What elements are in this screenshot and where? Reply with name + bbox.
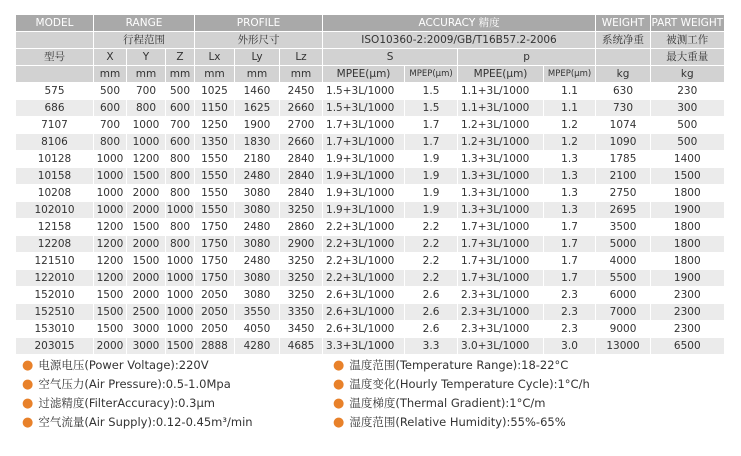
profile-lx-cell: 1150 — [195, 100, 235, 117]
profile-lx-cell: 2050 — [195, 304, 235, 321]
s-mpep-cell: 2.2 — [405, 219, 458, 236]
bullet-icon: ● — [22, 396, 34, 411]
model-cell: 10128 — [16, 151, 94, 168]
model-cell: 8106 — [16, 134, 94, 151]
p-mpep-cell: 1.2 — [544, 134, 596, 151]
model-cell: 12208 — [16, 236, 94, 253]
bullet-icon: ● — [333, 377, 345, 392]
s-mpep-cell: 2.2 — [405, 236, 458, 253]
s-mpee-cell: 1.5+3L/1000 — [323, 100, 405, 117]
s-mpep-cell: 1.9 — [405, 151, 458, 168]
table-row — [16, 236, 724, 253]
range-y-cell: 1500 — [127, 253, 166, 270]
range-x-cell: 1200 — [94, 253, 127, 270]
profile-ly-cell: 4050 — [235, 321, 280, 338]
p-mpep-cell: 2.3 — [544, 321, 596, 338]
p-mpep-cell: 1.3 — [544, 151, 596, 168]
profile-lx-cell: 2888 — [195, 338, 235, 355]
range-z-cell: 800 — [166, 151, 195, 168]
header-ly: Ly — [235, 49, 280, 66]
weight-cell: 13000 — [596, 338, 651, 355]
range-z-cell: 800 — [166, 219, 195, 236]
note-text: 空气流量(Air Supply):0.12-0.45m³/min — [38, 415, 253, 429]
part-weight-cell: 1800 — [651, 185, 724, 202]
part-weight-cell: 1800 — [651, 219, 724, 236]
profile-lx-cell: 1250 — [195, 117, 235, 134]
model-cell: 121510 — [16, 253, 94, 270]
s-mpep-cell: 2.2 — [405, 270, 458, 287]
range-x-cell: 1000 — [94, 185, 127, 202]
weight-cell: 5000 — [596, 236, 651, 253]
p-mpep-cell: 1.7 — [544, 236, 596, 253]
profile-lz-cell: 3250 — [280, 270, 323, 287]
spec-note — [22, 375, 253, 394]
range-x-cell: 500 — [94, 83, 127, 100]
range-x-cell: 1200 — [94, 236, 127, 253]
p-mpee-cell: 1.1+3L/1000 — [458, 83, 544, 100]
range-x-cell: 1200 — [94, 270, 127, 287]
range-x-cell: 600 — [94, 100, 127, 117]
bullet-icon: ● — [22, 358, 34, 373]
profile-lx-cell: 1550 — [195, 185, 235, 202]
model-cell: 153010 — [16, 321, 94, 338]
notes-right — [333, 356, 590, 432]
profile-ly-cell: 3080 — [235, 236, 280, 253]
table-row — [16, 270, 724, 287]
part-weight-cell: 1500 — [651, 168, 724, 185]
p-mpep-cell: 1.7 — [544, 270, 596, 287]
bullet-icon: ● — [333, 396, 345, 411]
p-mpep-cell: 1.3 — [544, 202, 596, 219]
bullet-icon: ● — [22, 377, 34, 392]
range-x-cell: 800 — [94, 134, 127, 151]
profile-lx-cell: 1350 — [195, 134, 235, 151]
spec-note — [333, 356, 590, 375]
s-mpee-cell: 3.3+3L/1000 — [323, 338, 405, 355]
profile-lx-cell: 1750 — [195, 219, 235, 236]
p-mpee-cell: 1.7+3L/1000 — [458, 236, 544, 253]
range-x-cell: 1000 — [94, 151, 127, 168]
p-mpep-cell: 2.3 — [544, 287, 596, 304]
profile-lz-cell: 2660 — [280, 100, 323, 117]
note-text: 电源电压(Power Voltage):220V — [38, 358, 209, 372]
table-row — [16, 338, 724, 355]
unit-s-mpep: MPEP(µm) — [405, 66, 458, 83]
header-weight-blank — [596, 49, 651, 66]
model-cell: 122010 — [16, 270, 94, 287]
p-mpee-cell: 1.3+3L/1000 — [458, 202, 544, 219]
weight-cell: 4000 — [596, 253, 651, 270]
part-weight-cell: 6500 — [651, 338, 724, 355]
note-text: 过滤精度(FilterAccuracy):0.3µm — [38, 396, 215, 410]
spec-note — [22, 413, 253, 432]
range-y-cell: 1000 — [127, 117, 166, 134]
profile-lz-cell: 2700 — [280, 117, 323, 134]
p-mpee-cell: 2.3+3L/1000 — [458, 304, 544, 321]
profile-lz-cell: 4685 — [280, 338, 323, 355]
p-mpee-cell: 1.3+3L/1000 — [458, 185, 544, 202]
range-z-cell: 1500 — [166, 338, 195, 355]
profile-lx-cell: 1550 — [195, 202, 235, 219]
profile-lx-cell: 2050 — [195, 287, 235, 304]
range-z-cell: 1000 — [166, 287, 195, 304]
range-x-cell: 1500 — [94, 287, 127, 304]
spec-table — [15, 14, 724, 354]
table-row — [16, 168, 724, 185]
range-x-cell: 1500 — [94, 321, 127, 338]
profile-ly-cell: 2480 — [235, 219, 280, 236]
header-x: X — [94, 49, 127, 66]
s-mpep-cell: 1.7 — [405, 117, 458, 134]
spec-note — [22, 394, 253, 413]
s-mpee-cell: 2.6+3L/1000 — [323, 304, 405, 321]
profile-lx-cell: 1550 — [195, 151, 235, 168]
s-mpep-cell: 2.6 — [405, 321, 458, 338]
range-z-cell: 600 — [166, 134, 195, 151]
weight-cell: 2695 — [596, 202, 651, 219]
range-y-cell: 800 — [127, 100, 166, 117]
spec-note — [333, 394, 590, 413]
range-y-cell: 1200 — [127, 151, 166, 168]
profile-lz-cell: 3250 — [280, 287, 323, 304]
profile-lz-cell: 2450 — [280, 83, 323, 100]
table-row — [16, 185, 724, 202]
table-row — [16, 304, 724, 321]
model-cell: 203015 — [16, 338, 94, 355]
s-mpep-cell: 1.5 — [405, 100, 458, 117]
header-part-weight-cn1: 被测工作 — [651, 32, 724, 49]
profile-ly-cell: 1830 — [235, 134, 280, 151]
profile-ly-cell: 3080 — [235, 202, 280, 219]
weight-cell: 730 — [596, 100, 651, 117]
table-row — [16, 287, 724, 304]
table-row — [16, 100, 724, 117]
range-y-cell: 2000 — [127, 202, 166, 219]
profile-lx-cell: 1750 — [195, 236, 235, 253]
p-mpee-cell: 1.7+3L/1000 — [458, 253, 544, 270]
model-cell: 12158 — [16, 219, 94, 236]
header-part-weight-cn2: 最大重量 — [651, 49, 724, 66]
range-z-cell: 700 — [166, 117, 195, 134]
s-mpee-cell: 2.2+3L/1000 — [323, 236, 405, 253]
profile-lz-cell: 3250 — [280, 202, 323, 219]
weight-cell: 2750 — [596, 185, 651, 202]
table-row — [16, 83, 724, 100]
p-mpep-cell: 3.0 — [544, 338, 596, 355]
range-y-cell: 1000 — [127, 134, 166, 151]
profile-lx-cell: 1750 — [195, 253, 235, 270]
weight-cell: 9000 — [596, 321, 651, 338]
weight-cell: 1090 — [596, 134, 651, 151]
weight-cell: 5500 — [596, 270, 651, 287]
range-z-cell: 1000 — [166, 270, 195, 287]
header-profile: PROFILE — [195, 15, 323, 32]
note-text: 温度变化(Hourly Temperature Cycle):1°C/h — [349, 377, 590, 391]
unit-x: mm — [94, 66, 127, 83]
unit-part-weight: kg — [651, 66, 724, 83]
profile-lx-cell: 1750 — [195, 270, 235, 287]
header-row-3 — [16, 49, 724, 66]
part-weight-cell: 2300 — [651, 287, 724, 304]
p-mpep-cell: 1.3 — [544, 168, 596, 185]
part-weight-cell: 1900 — [651, 270, 724, 287]
s-mpee-cell: 1.7+3L/1000 — [323, 134, 405, 151]
unit-s-mpee: MPEE(µm) — [323, 66, 405, 83]
weight-cell: 630 — [596, 83, 651, 100]
s-mpee-cell: 1.9+3L/1000 — [323, 151, 405, 168]
range-y-cell: 2000 — [127, 236, 166, 253]
header-row-units — [16, 66, 724, 83]
s-mpep-cell: 3.3 — [405, 338, 458, 355]
table-row — [16, 134, 724, 151]
table-row — [16, 117, 724, 134]
profile-ly-cell: 2480 — [235, 253, 280, 270]
range-x-cell: 1000 — [94, 202, 127, 219]
unit-model-blank — [16, 66, 94, 83]
note-text: 空气压力(Air Pressure):0.5-1.0Mpa — [38, 377, 231, 391]
part-weight-cell: 1400 — [651, 151, 724, 168]
part-weight-cell: 500 — [651, 117, 724, 134]
weight-cell: 6000 — [596, 287, 651, 304]
unit-ly: mm — [235, 66, 280, 83]
s-mpep-cell: 1.9 — [405, 202, 458, 219]
range-y-cell: 3000 — [127, 321, 166, 338]
header-z: Z — [166, 49, 195, 66]
range-z-cell: 800 — [166, 168, 195, 185]
part-weight-cell: 230 — [651, 83, 724, 100]
s-mpep-cell: 1.7 — [405, 134, 458, 151]
part-weight-cell: 1800 — [651, 236, 724, 253]
p-mpep-cell: 1.7 — [544, 219, 596, 236]
p-mpep-cell: 1.7 — [544, 253, 596, 270]
model-cell: 575 — [16, 83, 94, 100]
profile-ly-cell: 2180 — [235, 151, 280, 168]
s-mpep-cell: 2.6 — [405, 287, 458, 304]
s-mpee-cell: 1.5+3L/1000 — [323, 83, 405, 100]
range-x-cell: 2000 — [94, 338, 127, 355]
model-cell: 102010 — [16, 202, 94, 219]
part-weight-cell: 1800 — [651, 253, 724, 270]
range-y-cell: 2000 — [127, 185, 166, 202]
table-row — [16, 151, 724, 168]
range-y-cell: 3000 — [127, 338, 166, 355]
range-z-cell: 1000 — [166, 202, 195, 219]
model-cell: 7107 — [16, 117, 94, 134]
unit-lx: mm — [195, 66, 235, 83]
note-text: 温度梯度(Thermal Gradient):1°C/m — [349, 396, 546, 410]
header-y: Y — [127, 49, 166, 66]
header-s: S — [323, 49, 458, 66]
part-weight-cell: 500 — [651, 134, 724, 151]
s-mpee-cell: 2.2+3L/1000 — [323, 270, 405, 287]
profile-lz-cell: 2660 — [280, 134, 323, 151]
weight-cell: 1785 — [596, 151, 651, 168]
s-mpep-cell: 1.9 — [405, 185, 458, 202]
model-cell: 152010 — [16, 287, 94, 304]
header-range-cn: 行程范围 — [94, 32, 195, 49]
header-model-cn-top — [16, 32, 94, 49]
range-y-cell: 700 — [127, 83, 166, 100]
header-row-2 — [16, 32, 724, 49]
p-mpep-cell: 1.1 — [544, 83, 596, 100]
part-weight-cell: 300 — [651, 100, 724, 117]
header-p: p — [458, 49, 596, 66]
profile-lz-cell: 3250 — [280, 253, 323, 270]
header-model: MODEL — [16, 15, 94, 32]
profile-lx-cell: 1550 — [195, 168, 235, 185]
profile-lz-cell: 2860 — [280, 219, 323, 236]
weight-cell: 1074 — [596, 117, 651, 134]
p-mpee-cell: 1.1+3L/1000 — [458, 100, 544, 117]
profile-ly-cell: 3080 — [235, 270, 280, 287]
profile-ly-cell: 2480 — [235, 168, 280, 185]
profile-lx-cell: 2050 — [195, 321, 235, 338]
s-mpee-cell: 1.9+3L/1000 — [323, 202, 405, 219]
s-mpee-cell: 2.2+3L/1000 — [323, 253, 405, 270]
s-mpee-cell: 1.7+3L/1000 — [323, 117, 405, 134]
bullet-icon: ● — [22, 415, 34, 430]
p-mpee-cell: 1.7+3L/1000 — [458, 219, 544, 236]
profile-lz-cell: 2840 — [280, 168, 323, 185]
s-mpep-cell: 2.6 — [405, 304, 458, 321]
model-cell: 10208 — [16, 185, 94, 202]
range-z-cell: 600 — [166, 100, 195, 117]
p-mpep-cell: 1.2 — [544, 117, 596, 134]
header-range: RANGE — [94, 15, 195, 32]
s-mpee-cell: 1.9+3L/1000 — [323, 168, 405, 185]
header-weight-cn: 系统净重 — [596, 32, 651, 49]
p-mpee-cell: 3.0+3L/1000 — [458, 338, 544, 355]
s-mpep-cell: 1.9 — [405, 168, 458, 185]
part-weight-cell: 1900 — [651, 202, 724, 219]
header-lz: Lz — [280, 49, 323, 66]
bullet-icon: ● — [333, 415, 345, 430]
p-mpep-cell: 1.1 — [544, 100, 596, 117]
profile-ly-cell: 1460 — [235, 83, 280, 100]
range-y-cell: 2500 — [127, 304, 166, 321]
header-profile-cn: 外形尺寸 — [195, 32, 323, 49]
p-mpee-cell: 1.2+3L/1000 — [458, 134, 544, 151]
range-x-cell: 1500 — [94, 304, 127, 321]
s-mpee-cell: 1.9+3L/1000 — [323, 185, 405, 202]
unit-p-mpep: MPEP(µm) — [544, 66, 596, 83]
profile-ly-cell: 1900 — [235, 117, 280, 134]
s-mpee-cell: 2.6+3L/1000 — [323, 287, 405, 304]
range-y-cell: 1500 — [127, 219, 166, 236]
header-lx: Lx — [195, 49, 235, 66]
range-x-cell: 700 — [94, 117, 127, 134]
p-mpee-cell: 2.3+3L/1000 — [458, 321, 544, 338]
p-mpee-cell: 1.3+3L/1000 — [458, 168, 544, 185]
unit-p-mpee: MPEE(µm) — [458, 66, 544, 83]
header-weight: WEIGHT — [596, 15, 651, 32]
notes-left — [22, 356, 253, 432]
s-mpep-cell: 2.2 — [405, 253, 458, 270]
profile-lz-cell: 2840 — [280, 151, 323, 168]
spec-note — [333, 413, 590, 432]
model-cell: 686 — [16, 100, 94, 117]
bullet-icon: ● — [333, 358, 345, 373]
part-weight-cell: 2300 — [651, 304, 724, 321]
spec-note — [22, 356, 253, 375]
weight-cell: 3500 — [596, 219, 651, 236]
unit-z: mm — [166, 66, 195, 83]
profile-lz-cell: 3450 — [280, 321, 323, 338]
unit-y: mm — [127, 66, 166, 83]
table-row — [16, 202, 724, 219]
weight-cell: 2100 — [596, 168, 651, 185]
range-x-cell: 1200 — [94, 219, 127, 236]
table-row — [16, 219, 724, 236]
note-text: 温度范围(Temperature Range):18-22°C — [349, 358, 569, 372]
range-z-cell: 800 — [166, 185, 195, 202]
p-mpep-cell: 2.3 — [544, 304, 596, 321]
header-accuracy: ACCURACY 精度 — [323, 15, 596, 32]
p-mpee-cell: 1.7+3L/1000 — [458, 270, 544, 287]
profile-ly-cell: 3080 — [235, 185, 280, 202]
unit-weight: kg — [596, 66, 651, 83]
table-row — [16, 321, 724, 338]
profile-lz-cell: 3350 — [280, 304, 323, 321]
s-mpee-cell: 2.6+3L/1000 — [323, 321, 405, 338]
range-x-cell: 1000 — [94, 168, 127, 185]
range-z-cell: 500 — [166, 83, 195, 100]
header-row-1 — [16, 15, 724, 32]
range-y-cell: 1500 — [127, 168, 166, 185]
header-accuracy-std: ISO10360-2:2009/GB/T16B57.2-2006 — [323, 32, 596, 49]
part-weight-cell: 2300 — [651, 321, 724, 338]
p-mpep-cell: 1.3 — [544, 185, 596, 202]
header-part-weight: PART WEIGHT — [651, 15, 724, 32]
spec-note — [333, 375, 590, 394]
note-text: 湿度范围(Relative Humidity):55%-65% — [349, 415, 566, 429]
profile-ly-cell: 3080 — [235, 287, 280, 304]
unit-lz: mm — [280, 66, 323, 83]
range-y-cell: 2000 — [127, 287, 166, 304]
weight-cell: 7000 — [596, 304, 651, 321]
profile-lz-cell: 2840 — [280, 185, 323, 202]
profile-lx-cell: 1025 — [195, 83, 235, 100]
range-z-cell: 1000 — [166, 321, 195, 338]
profile-ly-cell: 4280 — [235, 338, 280, 355]
p-mpee-cell: 2.3+3L/1000 — [458, 287, 544, 304]
range-y-cell: 2000 — [127, 270, 166, 287]
model-cell: 10158 — [16, 168, 94, 185]
model-cell: 152510 — [16, 304, 94, 321]
range-z-cell: 1000 — [166, 253, 195, 270]
p-mpee-cell: 1.3+3L/1000 — [458, 151, 544, 168]
spec-table-body — [16, 83, 724, 355]
s-mpep-cell: 1.5 — [405, 83, 458, 100]
p-mpee-cell: 1.2+3L/1000 — [458, 117, 544, 134]
profile-ly-cell: 1625 — [235, 100, 280, 117]
profile-ly-cell: 3550 — [235, 304, 280, 321]
table-row — [16, 253, 724, 270]
s-mpee-cell: 2.2+3L/1000 — [323, 219, 405, 236]
profile-lz-cell: 2900 — [280, 236, 323, 253]
range-z-cell: 1000 — [166, 304, 195, 321]
header-model-cn: 型号 — [16, 49, 94, 66]
range-z-cell: 800 — [166, 236, 195, 253]
